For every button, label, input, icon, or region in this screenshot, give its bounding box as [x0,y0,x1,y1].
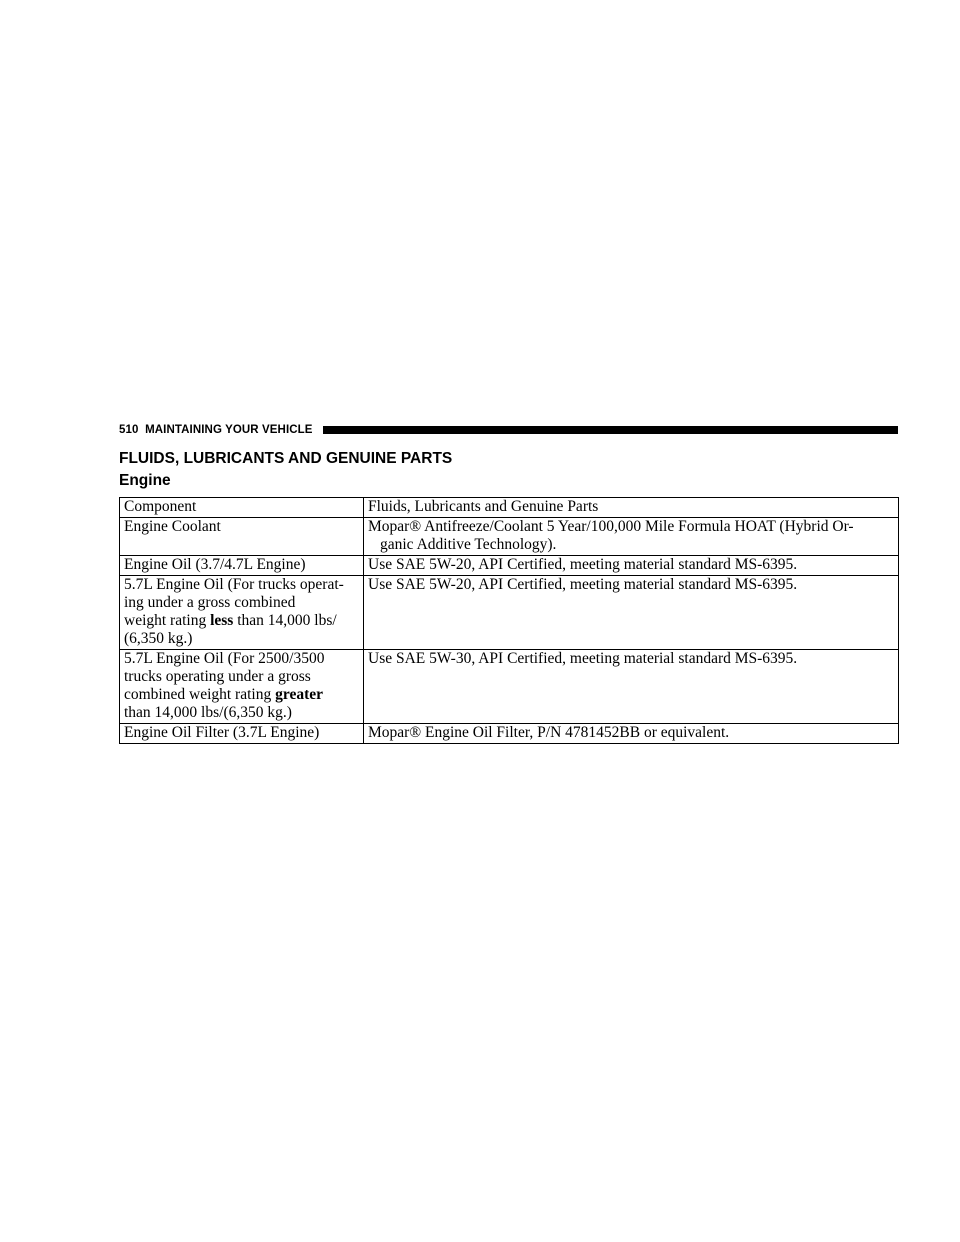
running-header [119,422,898,438]
column-header-component: Component [120,498,364,518]
fluid-cell: Use SAE 5W-20, API Certified, meeting material standard MS-6395. [364,576,899,650]
fluid-text-line: ganic Additive Technology). [380,536,557,553]
table-row [120,724,899,744]
component-cell [120,650,364,724]
fluids-table [119,497,899,744]
emphasis-less: less [210,612,234,629]
component-cell: Engine Oil Filter (3.7L Engine) [120,724,364,744]
component-text-line: than 14,000 lbs/ [233,612,337,629]
table-row [120,556,899,576]
table-row [120,518,899,556]
fluid-cell: Use SAE 5W-20, API Certified, meeting material standard MS-6395. [364,556,899,576]
page-title: FLUIDS, LUBRICANTS AND GENUINE PARTS [119,450,453,467]
page-number: 510 [119,424,139,436]
header-rule [323,426,898,434]
component-text-line: (6,350 kg.) [124,630,193,647]
fluid-cell [364,518,899,556]
fluid-cell: Mopar® Engine Oil Filter, P/N 4781452BB or equivalent. [364,724,899,744]
component-text-line: than 14,000 lbs/(6,350 kg.) [124,704,292,721]
component-text-line: 5.7L Engine Oil (For trucks operat- [124,576,344,593]
column-header-fluids: Fluids, Lubricants and Genuine Parts [364,498,899,518]
table-row [120,650,899,724]
running-header-text [119,424,313,436]
component-cell [120,576,364,650]
emphasis-greater: greater [275,686,323,703]
subsection-title: Engine [119,472,171,489]
component-cell: Engine Coolant [120,518,364,556]
component-text-line: trucks operating under a gross [124,668,311,685]
component-text-line: 5.7L Engine Oil (For 2500/3500 [124,650,325,667]
component-text-line: ing under a gross combined [124,594,296,611]
component-text-line: combined weight rating [124,686,276,703]
component-cell: Engine Oil (3.7/4.7L Engine) [120,556,364,576]
section-name: MAINTAINING YOUR VEHICLE [145,424,313,436]
table-row [120,576,899,650]
component-text-line: weight rating [124,612,211,629]
fluid-cell: Use SAE 5W-30, API Certified, meeting material standard MS-6395. [364,650,899,724]
table-header-row [120,498,899,518]
fluid-text-line: Mopar® Antifreeze/Coolant 5 Year/100,000 Mile Formula HOAT (Hybrid Or- [368,518,854,535]
